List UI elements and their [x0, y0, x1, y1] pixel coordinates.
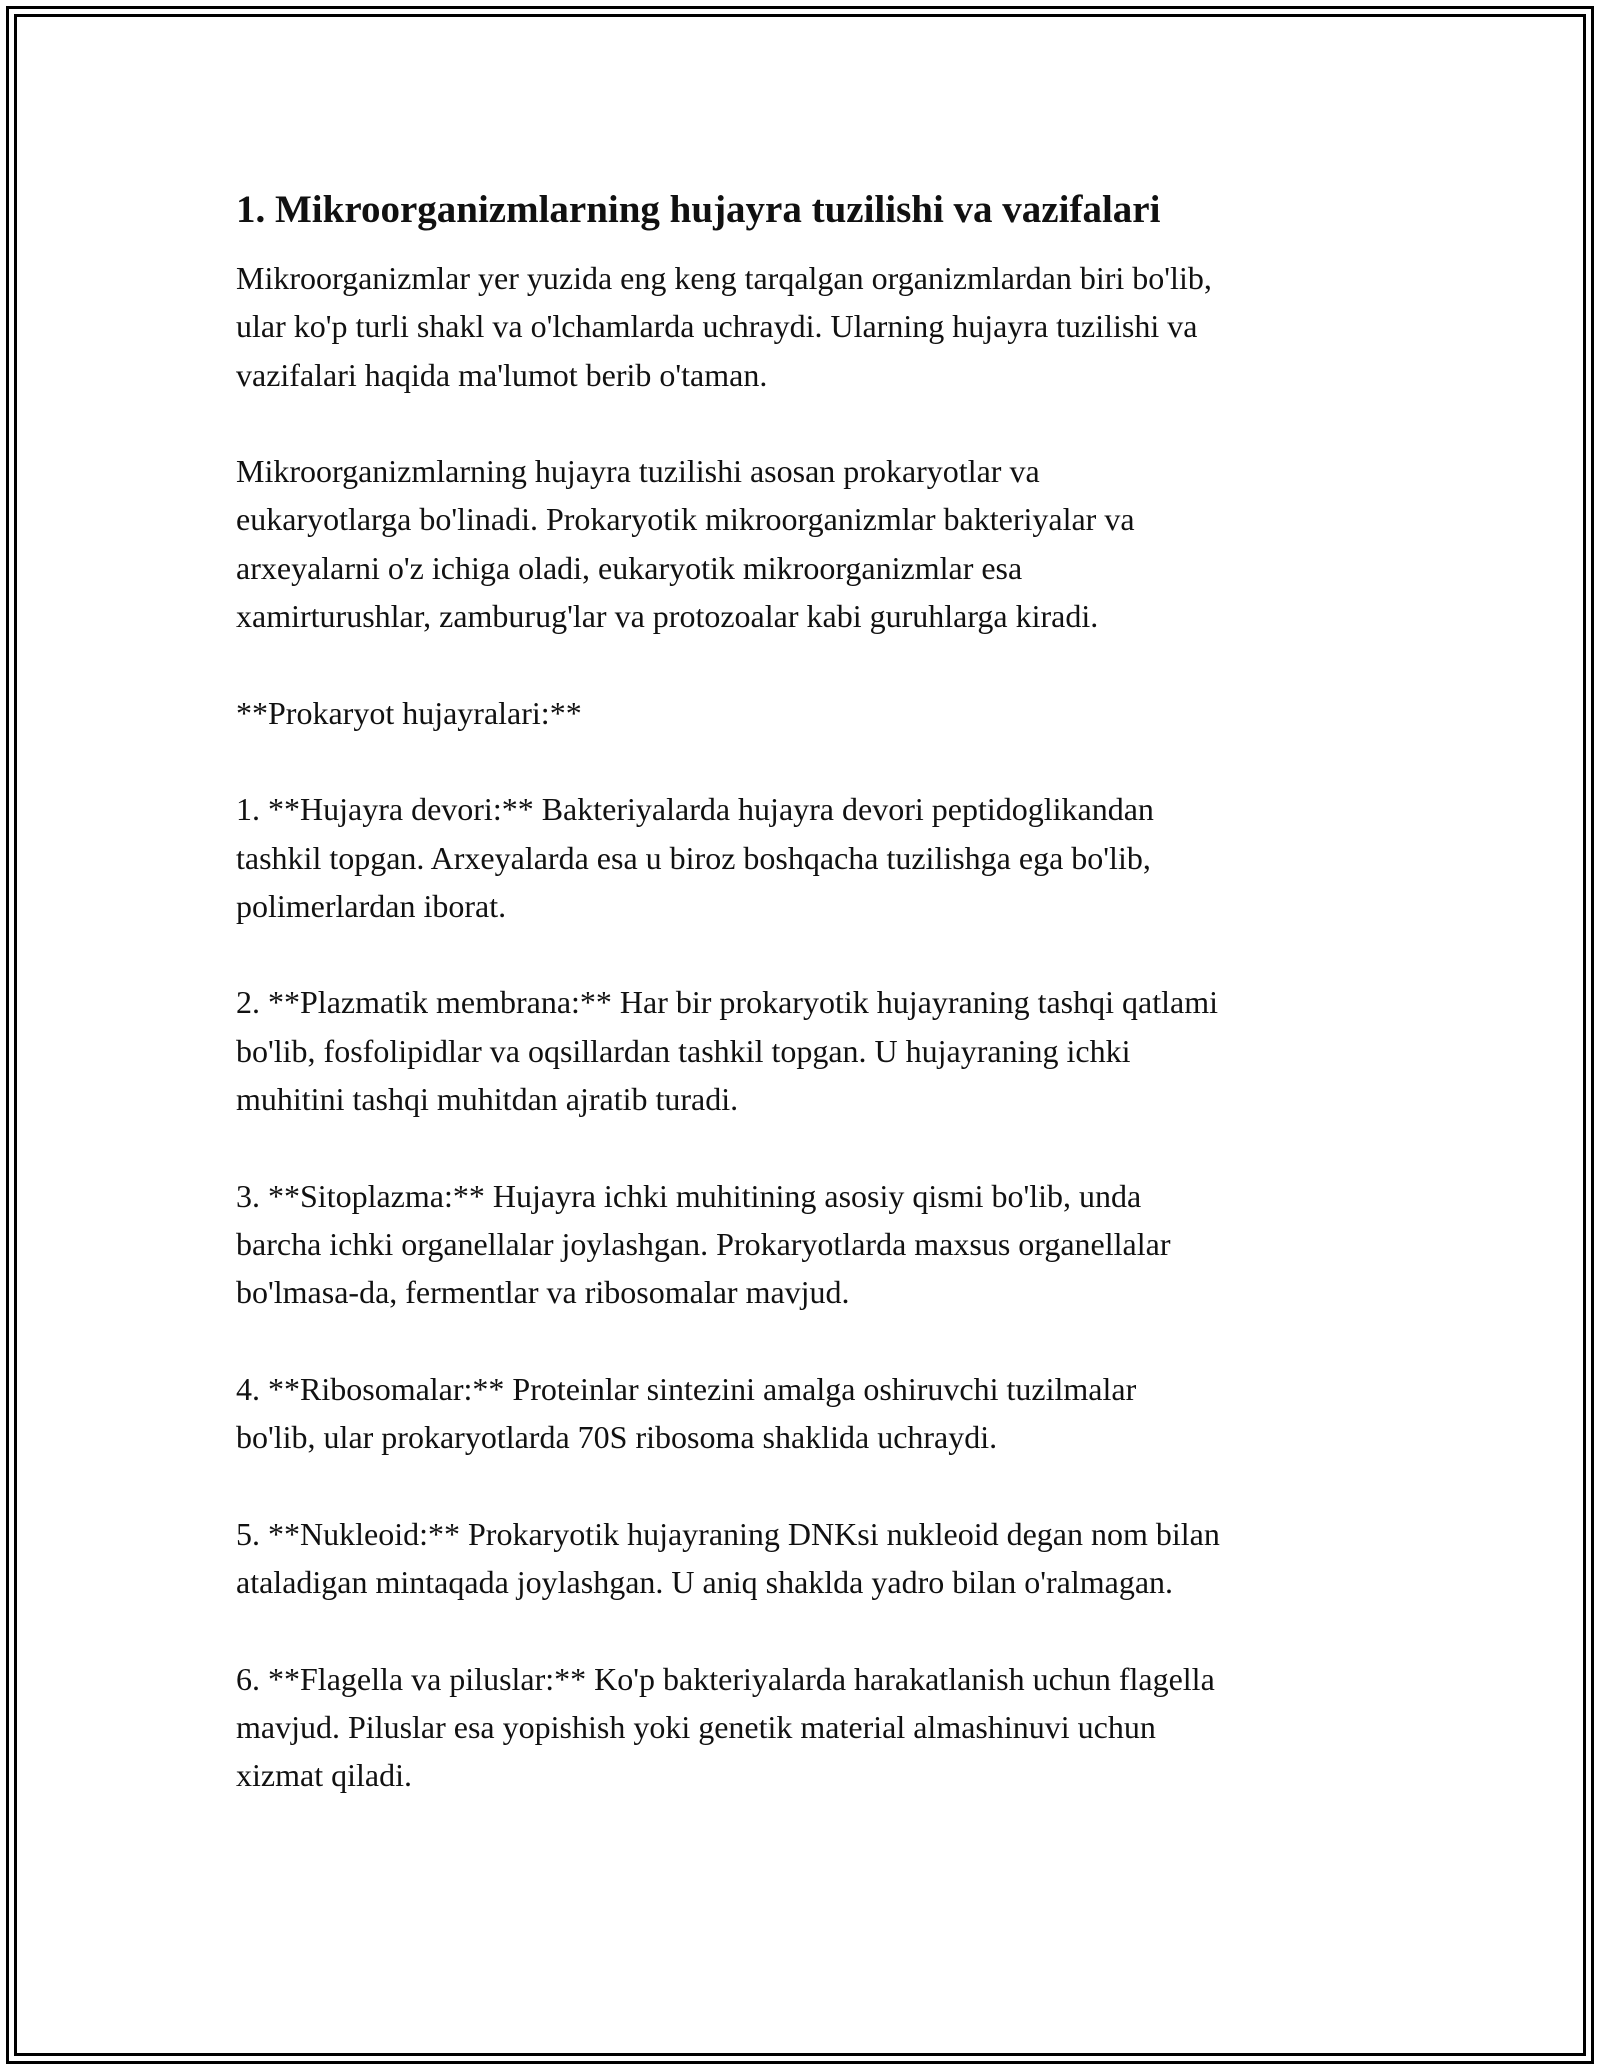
paragraph-intro: Mikroorganizmlar yer yuzida eng keng tarqalgan organizmlardan biri bo'lib, ular ko'p turli shakl va o'lchamlarda uchraydi. Ularning hujayra tuzilishi va vazifalari haqida ma'lumot berib o'taman.: [236, 260, 1212, 393]
list-item-ribosomes: 4. **Ribosomalar:** Proteinlar sintezini amalga oshiruvchi tuzilmalar bo'lib, ular prokaryotlarda 70S ribosoma shaklida uchraydi.: [236, 1370, 1137, 1456]
paragraph-classification: Mikroorganizmlarning hujayra tuzilishi asosan prokaryotlar va eukaryotlarga bo'linadi. Prokaryotik mikroorganizmlar bakteriyalar va arxeyalarni o'z ichiga oladi, eukaryotik mikroorganizmlar esa xamirturushlar, zamburug'lar va protozoalar kabi guruhlarga kiradi.: [236, 453, 1135, 635]
list-item-cytoplasm: 3. **Sitoplazma:** Hujayra ichki muhitining asosiy qismi bo'lib, unda barcha ichki organellalar joylashgan. Prokaryotlarda maxsus organellalar bo'lmasa-da, fermentlar va ribosomalar mavjud.: [236, 1177, 1171, 1311]
section-heading-prokaryotes: **Prokaryot hujayralari:**: [236, 694, 582, 731]
list-item-plasma-membrane: 2. **Plazmatik membrana:** Har bir prokaryotik hujayraning tashqi qatlami bo'lib, fosfolipidlar va oqsillardan tashkil topgan. U hujayraning ichki muhitini tashqi muhitdan ajratib turadi.: [236, 984, 1218, 1118]
list-item-cell-wall: 1. **Hujayra devori:** Bakteriyalarda hujayra devori peptidoglikandan tashkil topgan. Arxeyalarda esa u biroz boshqacha tuzilishga ega bo'lib, polimerlardan iborat.: [236, 791, 1154, 924]
list-item-flagella-pili: 6. **Flagella va piluslar:** Ko'p bakteriyalarda harakatlanish uchun flagella mavjud. Piluslar esa yopishish yoki genetik material almashinuvi uchun xizmat qiladi.: [236, 1660, 1215, 1794]
document-body: [236, 186, 1376, 1800]
document-title: 1. Mikroorganizmlarning hujayra tuzilishi va vazifalari: [236, 188, 1161, 231]
list-item-nucleoid: 5. **Nukleoid:** Prokaryotik hujayraning DNKsi nukleoid degan nom bilan ataladigan mintaqada joylashgan. U aniq shaklda yadro bilan o'ralmagan.: [236, 1515, 1220, 1601]
